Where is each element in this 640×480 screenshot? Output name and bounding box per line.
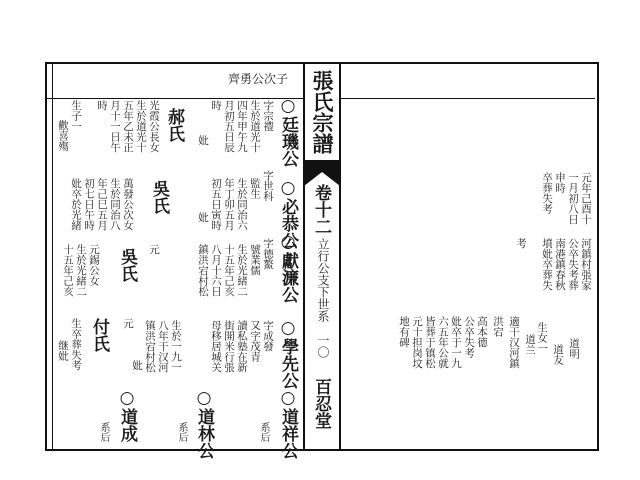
note: 妣: [131, 360, 143, 371]
note: 母移居城关: [210, 320, 222, 373]
person-name: ○獻濂公: [278, 232, 298, 303]
note: 元: [122, 318, 134, 329]
note: 地有碑: [398, 316, 410, 348]
note: 字宗禮: [262, 100, 274, 132]
note: 十五年己亥: [223, 244, 235, 297]
note: 公卒失考: [463, 316, 475, 358]
note: 考: [515, 238, 527, 249]
note: 河鎮村張家: [580, 238, 592, 291]
note: 生女一: [536, 322, 548, 354]
note: 生於光緒二: [75, 244, 87, 297]
note: 字世科: [262, 170, 274, 202]
note: 申時: [554, 172, 566, 193]
note: 光霞公長女: [148, 100, 160, 153]
note: 生子一: [70, 100, 82, 132]
spine-title: 張氏宗譜: [310, 70, 335, 154]
note: 元錫公女: [88, 244, 100, 286]
footnote: 系后: [98, 422, 109, 442]
note: 一月初八日: [567, 172, 579, 225]
note: 镇洪宕村松: [144, 320, 156, 373]
note: 卒葬失考: [541, 172, 553, 214]
note: 讀私塾在新: [236, 320, 248, 373]
note: 又字茂青: [249, 320, 261, 362]
note: 初五日寅時: [210, 178, 222, 231]
note: 继妣: [57, 340, 69, 361]
note: 公卒失考葬: [567, 238, 579, 291]
person-name: ○道林公: [194, 388, 214, 459]
header-line: 子次公勇齊: [228, 72, 289, 86]
note: 初七日午時: [83, 178, 95, 231]
note: 墳妣卒葬失: [541, 238, 553, 291]
note: 萬發公次女: [122, 178, 134, 231]
note: 歡喜殤: [57, 120, 69, 152]
note: 生於同治六: [236, 178, 248, 231]
inner-left-rule: [52, 62, 53, 449]
note: 街開米行張: [223, 320, 235, 373]
note: 八年干汉河: [157, 320, 169, 373]
header-rule-right: [341, 98, 595, 99]
note: 皆葬于镇松: [424, 316, 436, 369]
person-name: ○道成: [117, 388, 137, 442]
note: 適干汉河鎮: [508, 316, 520, 369]
note: 生於道光十: [249, 100, 261, 153]
note: 十五年己亥: [62, 244, 74, 297]
note: 字成發: [262, 320, 274, 352]
note: 妣: [197, 212, 209, 223]
person-name: ○學先公: [278, 318, 298, 389]
note: 號業儒: [249, 244, 261, 276]
note: 元年己酉十: [580, 172, 592, 225]
header-rule: [45, 98, 305, 99]
person-name: ○廷璣公: [278, 96, 298, 167]
spine-left-rule: [303, 62, 305, 449]
note: 月初五日辰: [223, 100, 235, 153]
note: 南港鎮春秋: [554, 238, 566, 291]
footnote: 系后: [176, 422, 187, 442]
person-name: ○道祥公: [278, 388, 298, 459]
note: 妣: [197, 135, 209, 146]
note: 五年乙未正: [122, 100, 134, 153]
note: 四年甲午九: [236, 100, 248, 153]
spouse-name: 郝氏: [164, 108, 184, 142]
note: 字德鰲: [262, 238, 274, 270]
note: 月十一日午: [109, 100, 121, 153]
spine-page: 一〇: [316, 334, 330, 358]
note: 元十担岗坟: [411, 316, 423, 369]
note: 道兰: [524, 334, 536, 355]
spine-volume: 卷十二: [311, 184, 331, 235]
note: 時: [96, 100, 108, 111]
spine-right-rule: [339, 62, 341, 449]
note: 生卒葬失考: [70, 318, 82, 371]
note: 鎮洪宕村松: [197, 244, 209, 297]
note: 生於光緒二: [236, 244, 248, 297]
footnote: 系后: [258, 422, 269, 442]
note: 妣卒於光緒: [70, 178, 82, 231]
note: 年丁卯五月: [223, 178, 235, 231]
spouse-name: 吳氏: [149, 180, 169, 214]
note: 八月十六日: [210, 244, 222, 297]
note: 生於道光十: [135, 100, 147, 153]
note: 洪宕: [492, 316, 504, 337]
note: 監生: [249, 178, 261, 199]
spine-fishtail: [304, 160, 340, 186]
note: 生於一九一: [170, 320, 182, 373]
spouse-name: 付氏: [89, 318, 109, 352]
spine-hall: 百忍堂: [311, 378, 331, 429]
spine-branch: 立行公支下世系: [316, 238, 330, 322]
note: 六五年公就: [437, 316, 449, 369]
note: 時: [210, 100, 222, 111]
note: 妣卒于一九: [450, 316, 462, 369]
note: 元: [148, 244, 160, 255]
spouse-name: 吳氏: [117, 248, 137, 282]
note: 道明: [568, 338, 580, 359]
note: 高本德: [476, 316, 488, 348]
note: 年己巳五月: [96, 178, 108, 231]
person-name: ○必恭公: [278, 178, 298, 249]
note: 生於同治八: [109, 178, 121, 231]
note: 道友: [552, 344, 564, 365]
